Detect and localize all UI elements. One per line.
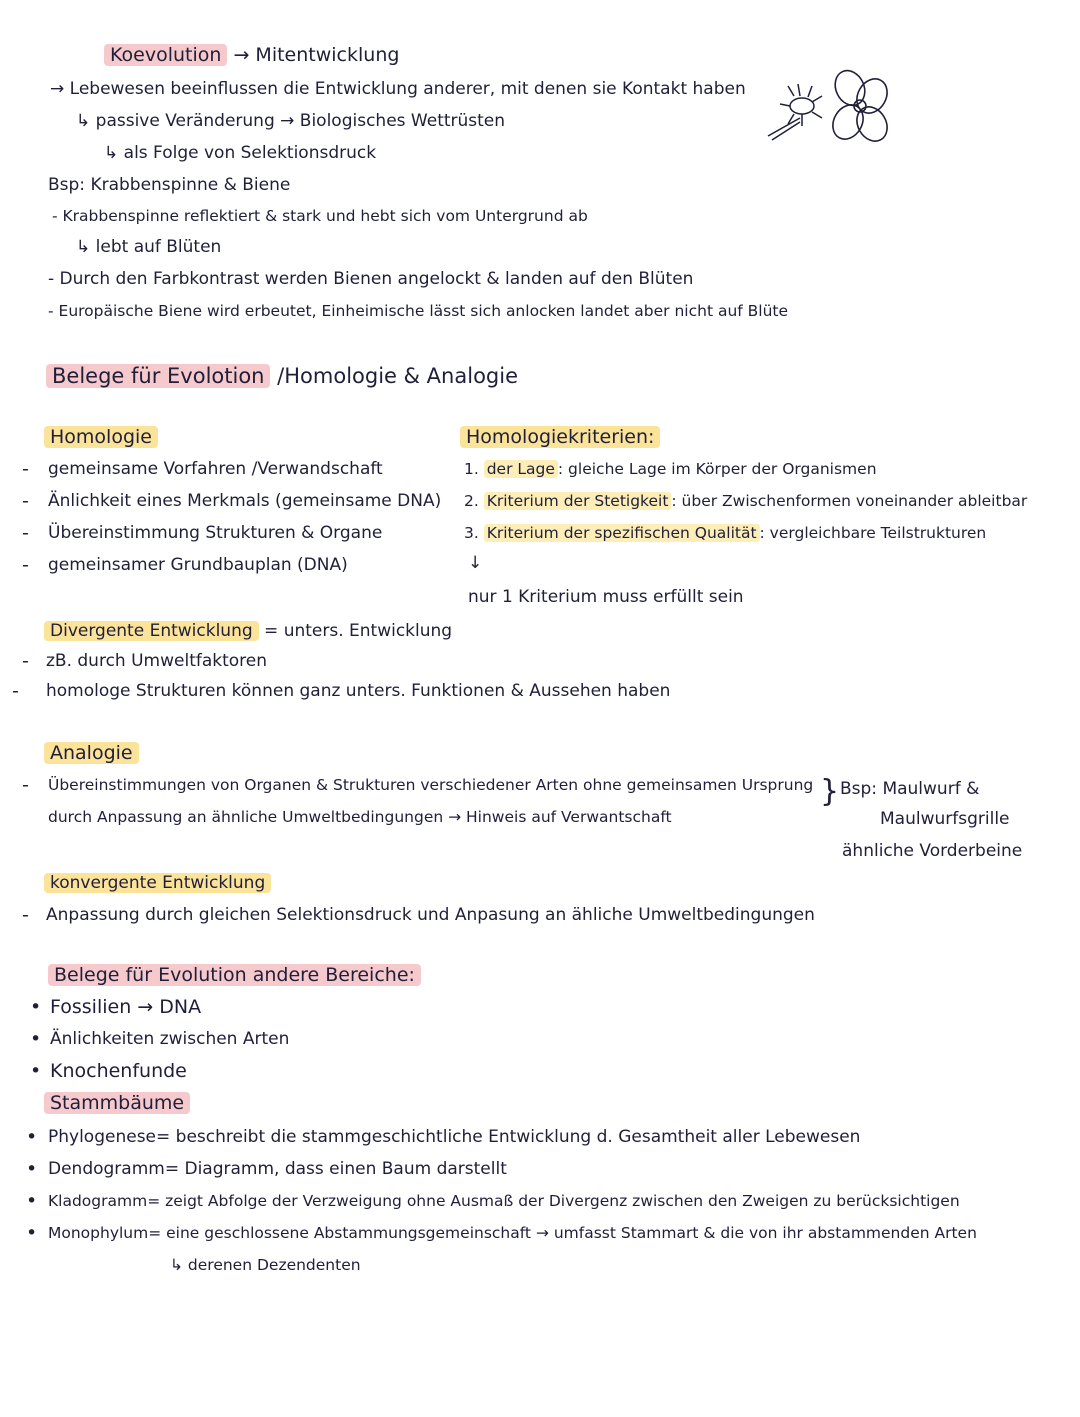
kriterium-2 [464,488,1027,514]
stammbaeume-item: Phylogenese= beschreibt die stammgeschichtliche Entwicklung d. Gesamtheit aller Lebewesen [48,1127,861,1147]
analogie-brace: } [820,774,840,809]
koevolution-line: - Europäische Biene wird erbeutet, Einheimische lässt sich anlocken landet aber nicht auf Blüte [48,302,789,320]
bullet: • [30,1028,42,1050]
analogie-example-3: ähnliche Vorderbeine [842,841,1023,861]
kriterien-title: Homologiekriterien: [460,426,660,448]
divergent-item: zB. durch Umweltfaktoren [46,651,268,671]
koevolution-title-suffix: → Mitentwicklung [233,44,400,66]
kriterium-3-text: : vergleichbare Teilstrukturen [759,524,987,542]
divergent-title-suffix: = unters. Entwicklung [264,621,453,641]
homologie-item: gemeinsamer Grundbauplan (DNA) [48,555,348,575]
kriterium-1-text: : gleiche Lage im Körper der Organismen [557,460,877,478]
koevolution-line: ↳ lebt auf Blüten [76,237,222,257]
list-dash: - [22,774,29,796]
list-dash: - [12,680,19,702]
koevolution-line: → Lebewesen beeinflussen die Entwicklung anderer, mit denen sie Kontakt haben [50,79,746,99]
divergent-title: Divergente Entwicklung [44,621,259,641]
analogie-title: Analogie [44,742,139,764]
bullet: • [26,1158,38,1180]
kriterium-1-label: der Lage [484,460,558,478]
homologie-heading [44,424,158,450]
bullet: • [26,1126,38,1148]
stammbaeume-item: Dendogramm= Diagramm, dass einen Baum darstellt [48,1159,507,1179]
homologie-item: gemeinsame Vorfahren /Verwandschaft [48,459,383,479]
analogie-line-2: durch Anpassung an ähnliche Umweltbedingungen → Hinweis auf Verwantschaft [48,808,672,826]
kriterien-arrow: ↓ [468,553,483,573]
bullet: • [30,996,42,1018]
flower-spider-drawing [760,66,890,146]
kriterium-3-label: Kriterium der spezifischen Qualität [484,524,760,542]
koevolution-line: ↳ passive Veränderung → Biologisches Wettrüsten [76,111,506,131]
homologie-item: Übereinstimmung Strukturen & Organe [48,523,383,543]
list-dash: - [22,554,29,576]
list-dash: - [22,650,29,672]
koevolution-line: - Durch den Farbkontrast werden Bienen angelockt & landen auf den Blüten [48,269,694,289]
andere-item: Knochenfunde [50,1060,187,1082]
homologie-item: Änlichkeit eines Merkmals (gemeinsame DNA) [48,491,442,511]
list-dash: - [22,490,29,512]
koevolution-heading [104,42,399,68]
kriterium-number: 1. [464,460,484,478]
koevolution-line: - Krabbenspinne reflektiert & stark und hebt sich vom Untergrund ab [52,207,588,225]
andere-title: Belege für Evolution andere Bereiche: [48,964,421,986]
belege-title: Belege für Evolotion [46,364,270,388]
analogie-example-1: Bsp: Maulwurf & [840,779,980,799]
koevolution-line: Bsp: Krabbenspinne & Biene [48,175,291,195]
konvergent-title: konvergente Entwicklung [44,873,271,893]
kriterien-note: nur 1 Kriterium muss erfüllt sein [468,587,744,607]
analogie-example-2: Maulwurfsgrille [880,809,1010,829]
koevolution-line: ↳ als Folge von Selektionsdruck [104,143,377,163]
bullet: • [30,1060,42,1082]
stammbaeume-heading [44,1090,190,1116]
stammbaeume-item: Kladogramm= zeigt Abfolge der Verzweigung ohne Ausmaß der Divergenz zwischen den Zweigen zu berücksichtigen [48,1192,960,1210]
kriterium-2-label: Kriterium der Stetigkeit [484,492,672,510]
stammbaeume-title: Stammbäume [44,1092,190,1114]
bullet: • [26,1222,38,1244]
andere-item: Fossilien → DNA [50,996,202,1018]
konvergent-item: Anpassung durch gleichen Selektionsdruck und Anpasung an ähliche Umweltbedingungen [46,905,815,925]
kriterium-3 [464,520,986,546]
andere-item: Änlichkeiten zwischen Arten [50,1029,290,1049]
kriterien-heading [460,424,660,450]
divergent-item: homologe Strukturen können ganz unters. Funktionen & Aussehen haben [46,681,671,701]
kriterium-1 [464,456,877,482]
belege-subtitle: /Homologie & Analogie [277,364,518,388]
stammbaeume-item: Monophylum= eine geschlossene Abstammungsgemeinschaft → umfasst Stammart & die von ihr abstammenden Arten [48,1224,977,1242]
belege-heading [46,362,518,390]
kriterium-number: 3. [464,524,484,542]
analogie-heading [44,740,139,766]
stammbaeume-sub: ↳ derenen Dezendenten [170,1256,361,1274]
list-dash: - [22,458,29,480]
kriterium-number: 2. [464,492,484,510]
list-dash: - [22,522,29,544]
andere-heading [48,962,421,988]
divergent-heading [44,618,452,644]
analogie-line-1: Übereinstimmungen von Organen & Strukturen verschiedener Arten ohne gemeinsamen Ursprung [48,776,814,794]
homologie-title: Homologie [44,426,158,448]
list-dash: - [22,904,29,926]
kriterium-2-text: : über Zwischenformen voneinander ableitbar [671,492,1028,510]
bullet: • [26,1190,38,1212]
konvergent-heading [44,870,271,896]
koevolution-title: Koevolution [104,44,227,66]
